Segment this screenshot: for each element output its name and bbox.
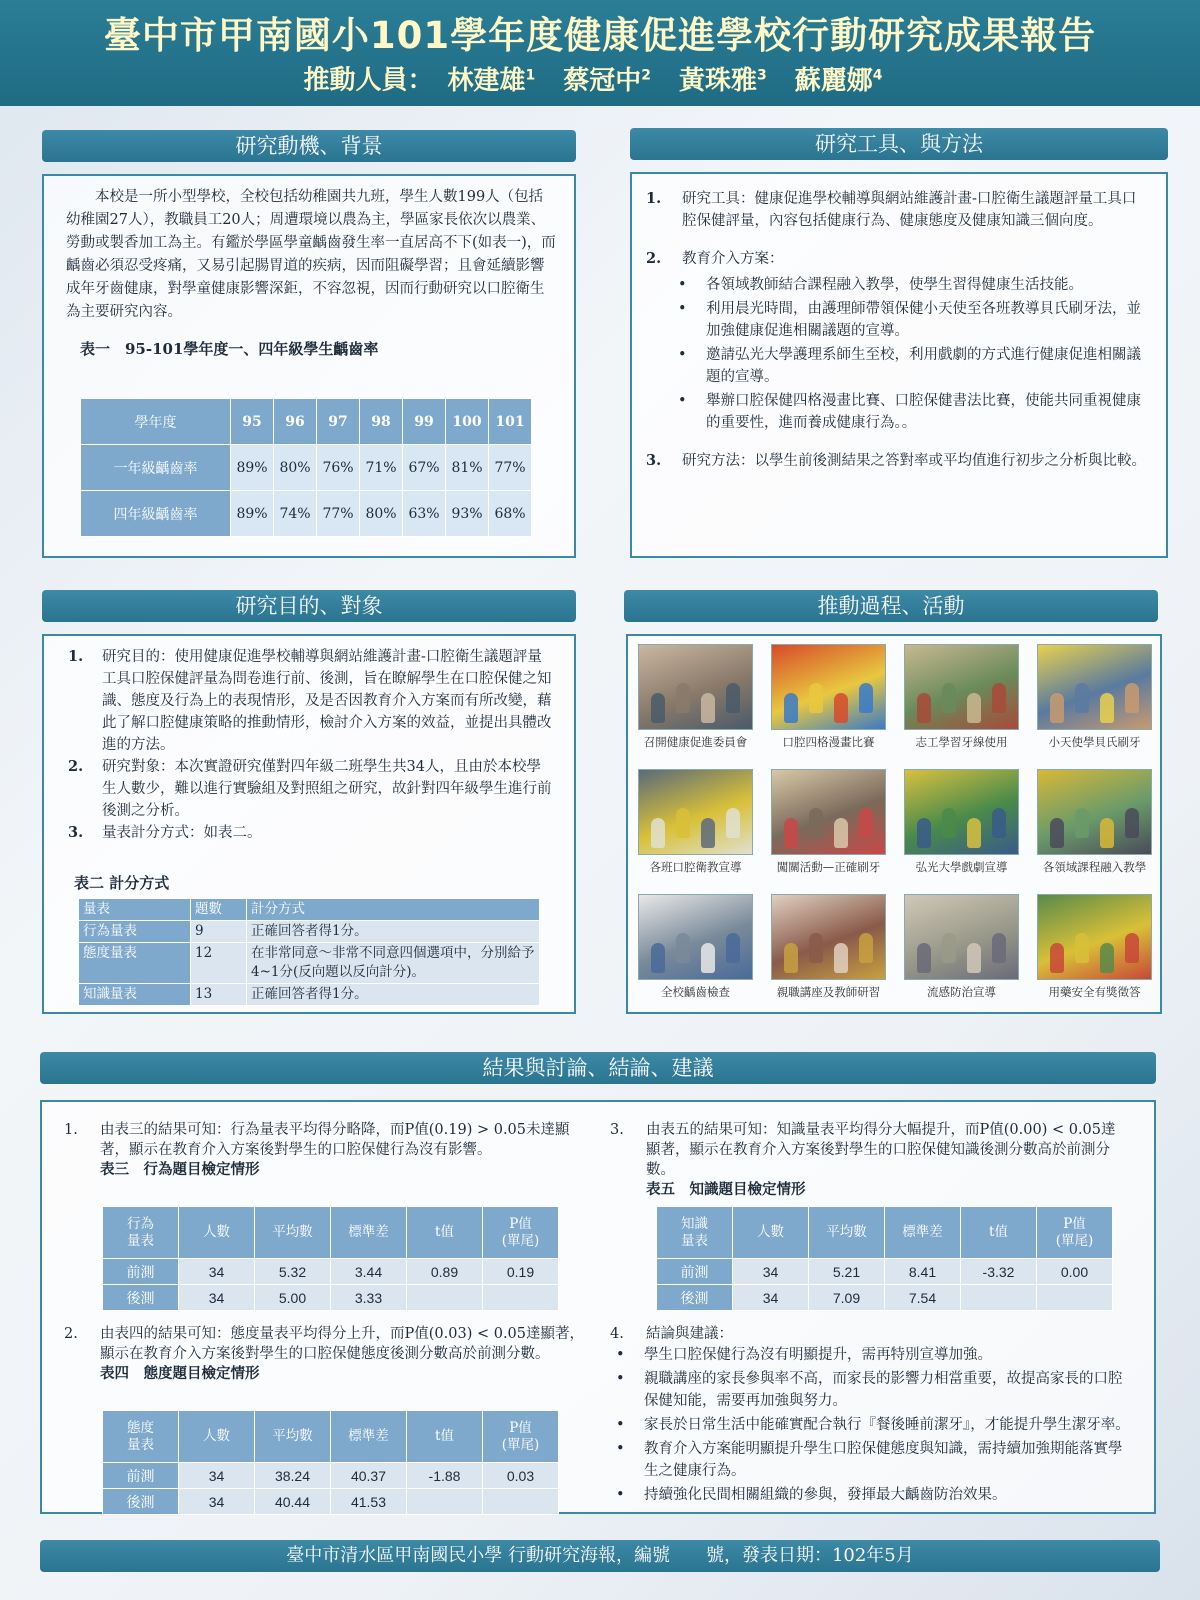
activity-photo <box>904 769 1019 875</box>
list-item: • 持續強化民間相關組織的參與，發揮最大齲齒防治效果。 <box>610 1484 1130 1506</box>
table-cell <box>483 1285 559 1311</box>
poster-header <box>0 0 1200 106</box>
lesson-photo <box>1037 769 1152 855</box>
table-cell <box>407 1285 483 1311</box>
photo-caption: 各班口腔衛教宣導 <box>649 860 742 874</box>
authors-prefix: 推動人員： <box>303 65 434 96</box>
intervention-bullets <box>672 274 1150 434</box>
meeting-photo <box>638 644 753 730</box>
list-item: • 各領域教師結合課程融入教學，使學生習得健康生活技能。 <box>672 274 1150 296</box>
author-name: 蔡冠中$^2$ <box>563 65 651 96</box>
classroom-photo <box>638 769 753 855</box>
table-header-cell: 101 <box>489 399 532 445</box>
table-cell: 77% <box>489 445 532 491</box>
table-header-cell: 平均數 <box>809 1207 885 1259</box>
table-cell: 89% <box>231 445 274 491</box>
table-row <box>81 445 532 491</box>
row-label: 四年級齲齒率 <box>81 491 231 537</box>
photo-caption: 用藥安全有獎徵答 <box>1048 985 1141 999</box>
section-heading-motivation: 研究動機、背景 <box>42 130 576 162</box>
table-cell: 0.00 <box>1037 1259 1113 1285</box>
photo-caption: 志工學習牙線使用 <box>915 735 1008 749</box>
photo-caption: 闖關活動—正確刷牙 <box>776 860 881 874</box>
authors-line <box>0 58 1200 98</box>
table-header-cell: 學年度 <box>81 399 231 445</box>
table-header-cell: P值 (單尾) <box>483 1207 559 1259</box>
behavior-test-table <box>102 1206 559 1311</box>
table-header-cell: 95 <box>231 399 274 445</box>
table-cell: 34 <box>733 1259 809 1285</box>
list-item: • 學生口腔保健行為沒有明顯提升，需再特別宣導加強。 <box>610 1344 1130 1366</box>
table-cell: 態度量表 <box>79 943 191 984</box>
table-header-cell: 標準差 <box>885 1207 961 1259</box>
table-cell: 71% <box>360 445 403 491</box>
table-header-cell: 人數 <box>179 1207 255 1259</box>
table-cell: 8.41 <box>885 1259 961 1285</box>
table-cell: 0.03 <box>483 1463 559 1489</box>
activity-photo <box>904 644 1019 750</box>
result-2: 2. 由表四的結果可知：態度量表平均得分上升，而P值(0.03) < 0.05達顯著，顯示在教育介入方案後對學生的口腔保健態度後測分數高於前測分數。 表四 態度題目檢定情形 <box>64 1326 585 1382</box>
table-row <box>103 1463 559 1489</box>
purpose-list <box>44 636 574 844</box>
table-cell: 34 <box>733 1285 809 1311</box>
author-name: 林建雄$^1$ <box>447 65 536 96</box>
table-header-cell: P值 (單尾) <box>1037 1207 1113 1259</box>
game-photo <box>771 769 886 855</box>
table-cell: 12 <box>191 943 247 984</box>
table-cell: 13 <box>191 984 247 1006</box>
table-row <box>103 1259 559 1285</box>
conclusion-bullets <box>610 1344 1130 1506</box>
table-cell: 34 <box>179 1489 255 1515</box>
caries-rate-table <box>80 398 532 537</box>
table-header-cell: 態度 量表 <box>103 1411 179 1463</box>
flu-photo <box>904 894 1019 980</box>
list-item: 2. 研究對象：本次實證研究僅對四年級二班學生共34人，且由於本校學生人數少，難以進行實驗組及對照組之研究，故針對四年級學生進行前後測之分析。 <box>68 758 552 819</box>
table-cell: 5.00 <box>255 1285 331 1311</box>
scoring-table <box>78 898 540 1006</box>
result-3: 3. 由表五的結果可知：知識量表平均得分大幅提升，而P值(0.00) < 0.05達顯著，顯示在教育介入方案後對學生的口腔保健知識後測分數高於前測分數。 表五 知識題目檢定情形 <box>610 1122 1116 1198</box>
table-cell: 63% <box>403 491 446 537</box>
table-cell: 81% <box>446 445 489 491</box>
table-cell: 0.89 <box>407 1259 483 1285</box>
table-header-cell: 人數 <box>179 1411 255 1463</box>
table-cell: 89% <box>231 491 274 537</box>
list-item: • 邀請弘光大學護理系師生至校，利用戲劇的方式進行健康促進相關議題的宣導。 <box>672 344 1150 388</box>
table-cell <box>483 1489 559 1515</box>
list-item: 3. 研究方法：以學生前後測結果之答對率或平均值進行初步之分析與比較。 <box>646 452 1146 469</box>
table-cell: 34 <box>179 1463 255 1489</box>
table-header-cell: 人數 <box>733 1207 809 1259</box>
table-header-cell: t值 <box>407 1411 483 1463</box>
table-cell: 知識量表 <box>79 984 191 1006</box>
table-header-cell: 99 <box>403 399 446 445</box>
activity-photo <box>638 894 753 1000</box>
list-item: 2. 教育介入方案： • 各領域教師結合課程融入教學，使學生習得健康生活技能。 • 利用晨光時間，由護理師帶領保健小天使至各班教導貝氏刷牙法，並加強健康促進相關議題的宣導。 • 邀請弘光大學護理系師生至校，利用戲劇的方式進行健康促進相關議題的宣導。 • 舉辦口腔保健四格漫畫比賽、口腔保健書法比賽，使能共同重視健康的重要性，進而養成健康行為。。 <box>646 248 1150 434</box>
table-header-cell: 量表 <box>79 899 191 921</box>
activities-panel <box>626 634 1162 1014</box>
table-cell <box>1037 1285 1113 1311</box>
row-label: 前測 <box>103 1259 179 1285</box>
table-cell: 77% <box>317 491 360 537</box>
section-heading-results: 結果與討論、結論、建議 <box>40 1052 1156 1084</box>
table-header-cell: 行為 量表 <box>103 1207 179 1259</box>
table-cell: 行為量表 <box>79 921 191 943</box>
table-cell: 40.37 <box>331 1463 407 1489</box>
table-header-cell: t值 <box>407 1207 483 1259</box>
list-item: 3. 量表計分方式：如表二。 <box>68 824 262 841</box>
table-row <box>79 943 540 984</box>
table-cell: 41.53 <box>331 1489 407 1515</box>
table-cell: 34 <box>179 1259 255 1285</box>
photo-caption: 各領域課程融入教學 <box>1042 860 1147 874</box>
table-header-cell: 計分方式 <box>247 899 540 921</box>
photo-caption: 召開健康促進委員會 <box>643 735 748 749</box>
results-panel <box>40 1100 1156 1514</box>
checkup-photo <box>638 894 753 980</box>
volunteer-photo <box>904 644 1019 730</box>
table-cell <box>407 1489 483 1515</box>
list-item: 1. 研究目的：使用健康促進學校輔導與網站維護計畫-口腔衛生議題評量工具口腔保健評量為問卷進行前、後測，旨在瞭解學生在口腔保健之知識、態度及行為上的表現情形，及是否因教育介入方案而有所改變，藉此了解口腔健康策略的推動情形，檢討介入方案的效益，並提出具體改進的方法。 <box>68 648 552 753</box>
table-header-cell: 100 <box>446 399 489 445</box>
activity-photo <box>904 894 1019 1000</box>
angel-photo <box>1037 644 1152 730</box>
author-name: 黃珠雅$^3$ <box>679 65 767 96</box>
purpose-panel <box>42 634 576 1014</box>
table-cell: 3.33 <box>331 1285 407 1311</box>
table-row <box>103 1489 559 1515</box>
table-row <box>79 984 540 1006</box>
list-item: • 利用晨光時間，由護理師帶領保健小天使至各班教導貝氏刷牙法，並加強健康促進相關議題的宣導。 <box>672 298 1150 342</box>
table-cell: 76% <box>317 445 360 491</box>
activity-photo <box>638 644 753 750</box>
table-cell: -3.32 <box>961 1259 1037 1285</box>
quiz-photo <box>1037 894 1152 980</box>
row-label: 後測 <box>657 1285 733 1311</box>
activity-photo <box>771 894 886 1000</box>
table1-caption: 表一 95-101學年度一、四年級學生齲齒率 <box>80 340 379 358</box>
list-item: • 親職講座的家長參與率不高，而家長的影響力相當重要，故提高家長的口腔保健知能，需要再加強與努力。 <box>610 1368 1130 1412</box>
table-cell: 7.54 <box>885 1285 961 1311</box>
activity-photo <box>1037 894 1152 1000</box>
activity-photo <box>638 769 753 875</box>
row-label: 後測 <box>103 1489 179 1515</box>
table-header-cell: 平均數 <box>255 1207 331 1259</box>
table-header-cell: 96 <box>274 399 317 445</box>
list-item: 1. 研究工具：健康促進學校輔導與網站維護計畫-口腔衛生議題評量工具口腔保健評量，內容包括健康行為、健康態度及健康知識三個向度。 <box>646 190 1137 229</box>
table-row <box>657 1207 1113 1259</box>
table-header-cell: 標準差 <box>331 1207 407 1259</box>
result-1: 1. 由表三的結果可知：行為量表平均得分略降，而P值(0.19) > 0.05未達顯著，顯示在教育介入方案後對學生的口腔保健行為沒有影響。 表三 行為題目檢定情形 <box>64 1122 570 1178</box>
table-header-cell: 97 <box>317 399 360 445</box>
row-label: 前測 <box>657 1259 733 1285</box>
table-cell <box>961 1285 1037 1311</box>
table-row <box>81 399 532 445</box>
lecture-photo <box>771 894 886 980</box>
list-item: • 教育介入方案能明顯提升學生口腔保健態度與知識，需持續加強期能落實學生之健康行為。 <box>610 1438 1130 1482</box>
attitude-test-table <box>102 1410 559 1515</box>
photo-caption: 親職講座及教師研習 <box>776 985 881 999</box>
table-row <box>657 1259 1113 1285</box>
table-row <box>103 1207 559 1259</box>
table-cell: 正確回答者得1分。 <box>247 921 540 943</box>
activity-photo <box>771 769 886 875</box>
table-row <box>103 1285 559 1311</box>
author-name: 蘇麗娜$^4$ <box>794 65 883 96</box>
table-cell: 3.44 <box>331 1259 407 1285</box>
table-cell: -1.88 <box>407 1463 483 1489</box>
result-4: 4. 結論與建議： • 學生口腔保健行為沒有明顯提升，需再特別宣導加強。 • 親職講座的家長參與率不高，而家長的影響力相當重要，故提高家長的口腔保健知能，需要再加強與努力。 • 家長於日常生活中能確實配合執行『餐後睡前潔牙』，才能提升學生潔牙率。 • 教育介入方案能明顯提升學生口腔保健態度與知識，需持續加強期能落實學生之健康行為。 • 持續強化民間相關組織的參與，發揮最大齲齒防治效果。 <box>610 1324 1130 1508</box>
table-cell: 34 <box>179 1285 255 1311</box>
table-cell: 9 <box>191 921 247 943</box>
table-cell: 5.32 <box>255 1259 331 1285</box>
table-cell: 80% <box>274 445 317 491</box>
table-header-cell: 知識 量表 <box>657 1207 733 1259</box>
table-cell: 在非常同意～非常不同意四個選項中，分別給予4~1分(反向題以反向計分)。 <box>247 943 540 984</box>
table-cell: 40.44 <box>255 1489 331 1515</box>
table-header-cell: 標準差 <box>331 1411 407 1463</box>
table-cell: 67% <box>403 445 446 491</box>
knowledge-test-table <box>656 1206 1113 1311</box>
table-cell: 80% <box>360 491 403 537</box>
table-cell: 0.19 <box>483 1259 559 1285</box>
photo-caption: 弘光大學戲劇宣導 <box>915 860 1008 874</box>
table-cell: 7.09 <box>809 1285 885 1311</box>
photo-caption: 小天使學貝氏刷牙 <box>1048 735 1141 749</box>
table-row <box>81 491 532 537</box>
row-label: 後測 <box>103 1285 179 1311</box>
table-cell: 5.21 <box>809 1259 885 1285</box>
table-header-cell: 平均數 <box>255 1411 331 1463</box>
poster-footer: 臺中市清水區甲南國民小學 行動研究海報，編號 號，發表日期：102年5月 <box>40 1540 1160 1572</box>
table-row <box>79 899 540 921</box>
table-header-cell: 題數 <box>191 899 247 921</box>
table-header-cell: P值 (單尾) <box>483 1411 559 1463</box>
photo-caption: 口腔四格漫畫比賽 <box>782 735 875 749</box>
activity-photo <box>771 644 886 750</box>
tools-list <box>632 174 1166 472</box>
list-item: • 舉辦口腔保健四格漫畫比賽、口腔保健書法比賽，使能共同重視健康的重要性，進而養成健康行為。。 <box>672 390 1150 434</box>
section-heading-tools: 研究工具、與方法 <box>630 128 1168 160</box>
table-row <box>657 1285 1113 1311</box>
table-header-cell: 98 <box>360 399 403 445</box>
table-header-cell: t值 <box>961 1207 1037 1259</box>
comic-photo <box>771 644 886 730</box>
table-row <box>79 921 540 943</box>
row-label: 一年級齲齒率 <box>81 445 231 491</box>
row-label: 前測 <box>103 1463 179 1489</box>
motivation-panel <box>42 174 576 558</box>
table-cell: 正確回答者得1分。 <box>247 984 540 1006</box>
table-cell: 93% <box>446 491 489 537</box>
table-cell: 74% <box>274 491 317 537</box>
motivation-paragraph: 本校是一所小型學校，全校包括幼稚園共九班，學生人數199人（包括幼稚園27人），教職員工20人；周遭環境以農為主，學區家長依次以農業、勞動或製香加工為主。有鑑於學區學童齲齒發生率一直居高不下(如表一)，而齲齒必須忍受疼痛，又易引起腸胃道的疾病，因而阻礙學習；且會延續影響成年牙齒健康，對學童健康影響深鉅，不容忽視，因而行動研究以口腔衛生為主要研究內容。 <box>66 189 556 320</box>
table-cell: 68% <box>489 491 532 537</box>
section-heading-activities: 推動過程、活動 <box>624 590 1158 622</box>
list-item: • 家長於日常生活中能確實配合執行『餐後睡前潔牙』，才能提升學生潔牙率。 <box>610 1414 1130 1436</box>
table-cell: 38.24 <box>255 1463 331 1489</box>
photo-caption: 流感防治宣導 <box>927 985 996 999</box>
photo-caption: 全校齲齒檢查 <box>661 985 730 999</box>
poster-title: 臺中市甲南國小101學年度健康促進學校行動研究成果報告 <box>103 14 1097 57</box>
table2-caption: 表二 計分方式 <box>74 874 170 892</box>
section-heading-purpose: 研究目的、對象 <box>42 590 576 622</box>
tools-panel <box>630 172 1168 558</box>
activity-photo <box>1037 644 1152 750</box>
drama-photo <box>904 769 1019 855</box>
activity-photo <box>1037 769 1152 875</box>
table-row <box>103 1411 559 1463</box>
